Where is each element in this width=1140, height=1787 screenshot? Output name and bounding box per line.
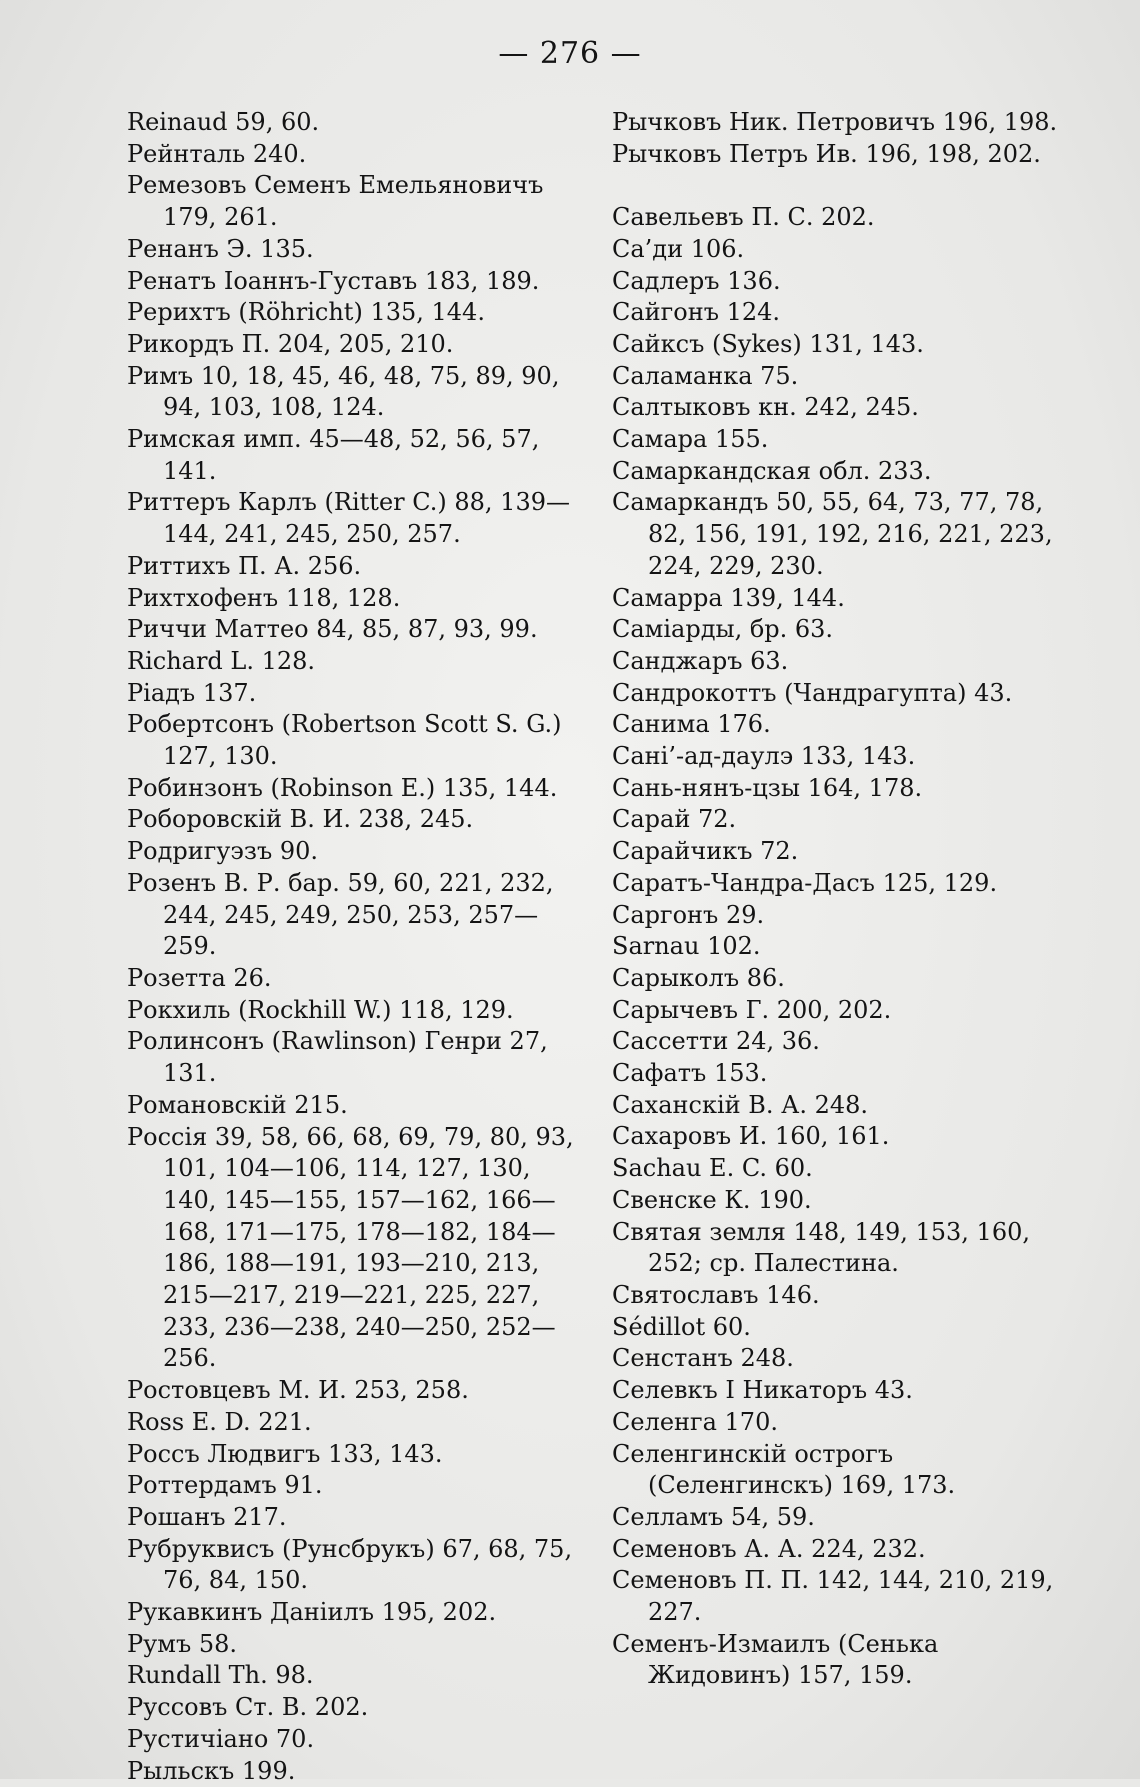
index-entry: Сафатъ 153. — [612, 1059, 768, 1088]
index-entry: Роттердамъ 91. — [127, 1471, 323, 1500]
index-entry: Розенъ В. Р. бар. 59, 60, 221, 232, 244, 245, 249, 250, 253, 257—259. — [127, 868, 554, 961]
index-entry: Риттеръ Карлъ (Ritter C.) 88, 139—144, 241, 245, 250, 257. — [127, 488, 570, 549]
index-entry: Richard L. 128. — [127, 646, 316, 675]
index-entry: Рукавкинъ Даніилъ 195, 202. — [127, 1598, 497, 1627]
index-entry: Садлеръ 136. — [612, 266, 781, 295]
index-entry: Рыльскъ 199. — [127, 1756, 296, 1785]
index-entry: Роборовскій В. И. 238, 245. — [127, 805, 474, 834]
index-entry: Савельевъ П. С. 202. — [612, 203, 875, 232]
section-gap — [612, 170, 1082, 202]
index-entry: Саламанка 75. — [612, 361, 799, 390]
index-entry: Sarnau 102. — [612, 932, 761, 961]
index-entry: Сань-нянъ-цзы 164, 178. — [612, 773, 923, 802]
index-entry: Самiарды, бр. 63. — [612, 615, 834, 644]
index-entry: Reinaud 59, 60. — [127, 108, 320, 136]
index-entry: Санима 176. — [612, 710, 771, 739]
index-group-s — [612, 202, 1082, 1692]
index-entry: Самарра 139, 144. — [612, 583, 845, 612]
index-entry: Сайгонъ 124. — [612, 298, 781, 327]
index-entry: Сахаровъ И. 160, 161. — [612, 1122, 890, 1151]
index-entry: Сарай 72. — [612, 805, 737, 834]
index-entry: Салтыковъ кн. 242, 245. — [612, 393, 919, 422]
index-entry: Рикордъ П. 204, 205, 210. — [127, 329, 454, 358]
index-entry: Румъ 58. — [127, 1629, 238, 1658]
index-entry: Sédillot 60. — [612, 1312, 751, 1341]
index-entry: Ріадъ 137. — [127, 678, 257, 707]
index-entry: Селенгинскій острогъ (Селенгинскъ) 169, 173. — [612, 1439, 956, 1500]
index-entry: Самара 155. — [612, 425, 769, 454]
index-entry: Самаркандская обл. 233. — [612, 456, 932, 485]
index-entry: Рошанъ 217. — [127, 1502, 287, 1531]
index-entry: Rundall Th. 98. — [127, 1661, 314, 1690]
index-entry: Романовскій 215. — [127, 1090, 348, 1119]
index-column-left — [127, 107, 587, 1787]
index-entry: Рокхиль (Rockhill W.) 118, 129. — [127, 995, 514, 1024]
index-entry: Святая земля 148, 149, 153, 160, 252; ср. Палестина. — [612, 1217, 1030, 1278]
index-entry: Россъ Людвигъ 133, 143. — [127, 1439, 443, 1468]
index-column-right — [612, 107, 1082, 1692]
index-entry: Рубруквисъ (Рунсбрукъ) 67, 68, 75, 76, 84, 150. — [127, 1534, 573, 1595]
index-entry: Селевкъ I Никаторъ 43. — [612, 1376, 913, 1405]
index-entry: Рихтхофенъ 118, 128. — [127, 583, 401, 612]
index-entry: Свенске К. 190. — [612, 1185, 812, 1214]
index-entry: Сарыколъ 86. — [612, 963, 785, 992]
index-entry: Са’ди 106. — [612, 234, 745, 263]
index-entry: Селенга 170. — [612, 1407, 778, 1436]
index-entry: Саханскій В. А. 248. — [612, 1090, 869, 1119]
index-entry: Сассетти 24, 36. — [612, 1027, 820, 1056]
index-entry: Рычковъ Ник. Петровичъ 196, 198. — [612, 108, 1058, 136]
index-entry: Сарайчикъ 72. — [612, 837, 799, 866]
index-entry: Саргонъ 29. — [612, 900, 765, 929]
index-entry: Робертсонъ (Robertson Scott S. G.) 127, 130. — [127, 710, 562, 771]
index-entry: Ренатъ Іоаннъ-Густавъ 183, 189. — [127, 266, 540, 295]
index-entry: Санджаръ 63. — [612, 646, 789, 675]
index-entry: Римъ 10, 18, 45, 46, 48, 75, 89, 90, 94, 103, 108, 124. — [127, 361, 560, 422]
index-entry: Семенъ-Измаилъ (Сенька Жидовинъ) 157, 159. — [612, 1629, 939, 1690]
index-entry: Россія 39, 58, 66, 68, 69, 79, 80, 93, 101, 104—106, 114, 127, 130, 140, 145—155, 157—162, 166—168, 171—175, 178—182, 184—186, 188—191, 193—210, 213, 215—217, 219—221, 225, 227, 233, 236—238, 240—250, 252—256. — [127, 1122, 574, 1373]
index-entry: Сенстанъ 248. — [612, 1344, 794, 1373]
index-entry: Ренанъ Э. 135. — [127, 234, 314, 263]
index-entry: Самаркандъ 50, 55, 64, 73, 77, 78, 82, 156, 191, 192, 216, 221, 223, 224, 229, 230. — [612, 488, 1053, 580]
index-entry: Сайксъ (Sykes) 131, 143. — [612, 329, 924, 358]
index-entry: Руссовъ Ст. В. 202. — [127, 1693, 369, 1722]
index-entry: Сані’-ад-даулэ 133, 143. — [612, 742, 916, 771]
index-entry: Робинзонъ (Robinson E.) 135, 144. — [127, 773, 558, 802]
index-entry: Сарычевъ Г. 200, 202. — [612, 995, 892, 1024]
index-entry: Сандрокоттъ (Чандрагупта) 43. — [612, 678, 1013, 707]
index-entry: Sachau E. C. 60. — [612, 1154, 813, 1183]
index-entry: Ross E. D. 221. — [127, 1407, 312, 1436]
index-entry: Ростовцевъ М. И. 253, 258. — [127, 1376, 469, 1405]
index-entry: Селламъ 54, 59. — [612, 1502, 815, 1531]
page-number: — 276 — — [498, 36, 642, 71]
index-entry: Рейнталь 240. — [127, 139, 307, 168]
index-entry: Рерихтъ (Röhricht) 135, 144. — [127, 298, 485, 327]
index-entry: Семеновъ П. П. 142, 144, 210, 219, 227. — [612, 1566, 1054, 1627]
index-entry: Римская имп. 45—48, 52, 56, 57, 141. — [127, 425, 540, 485]
index-group-r — [612, 107, 1082, 170]
index-entry: Святославъ 146. — [612, 1281, 820, 1309]
index-entry: Саратъ-Чандра-Дасъ 125, 129. — [612, 868, 998, 897]
index-entry: Семеновъ А. А. 224, 232. — [612, 1534, 926, 1563]
index-entry: Риттихъ П. А. 256. — [127, 551, 362, 580]
index-entry: Ролинсонъ (Rawlinson) Генри 27, 131. — [127, 1027, 548, 1088]
index-entry: Риччи Маттео 84, 85, 87, 93, 99. — [127, 615, 538, 644]
index-entry: Рычковъ Петръ Ив. 196, 198, 202. — [612, 139, 1041, 168]
index-entry: Ремезовъ Семенъ Емельяновичъ 179, 261. — [127, 171, 544, 232]
index-entry: Родригуэзъ 90. — [127, 837, 319, 866]
index-entry: Рустичіано 70. — [127, 1724, 315, 1753]
index-entry: Розетта 26. — [127, 963, 272, 992]
